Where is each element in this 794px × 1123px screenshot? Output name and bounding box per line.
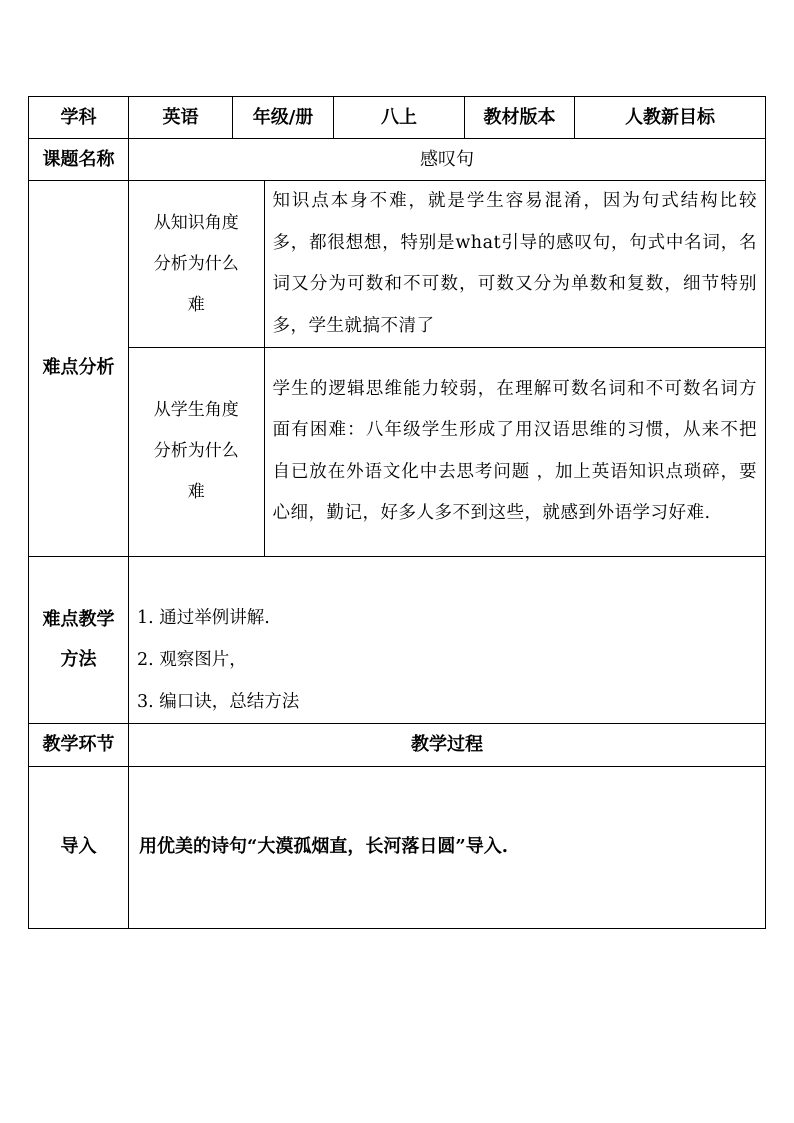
stage-header: 教学环节 xyxy=(29,723,129,766)
subject-label: 学科 xyxy=(29,97,129,139)
lesson-plan-table xyxy=(28,96,766,929)
student-angle-text: 学生的逻辑思维能力较弱，在理解可数名词和不可数名词方面有困难：八年级学生形成了用汉语思维的习惯，从来不把自已放在外语文化中去思考问题 ，加上英语知识点琐碎，要心细，勤记，好多人多不到这些，就感到外语学习好难. xyxy=(272,378,757,524)
intro-stage: 导入 xyxy=(29,766,129,928)
topic-value: 感叹句 xyxy=(129,139,766,181)
difficulty-analysis xyxy=(129,181,766,557)
difficulty-subtable xyxy=(129,181,765,556)
knowledge-angle-label xyxy=(129,181,264,348)
topic-row xyxy=(29,139,766,181)
student-label-line: 从学生角度 xyxy=(153,400,239,421)
student-label-line: 分析为什么 xyxy=(153,441,239,462)
knowledge-row xyxy=(129,181,765,348)
method-row xyxy=(29,556,766,723)
method-item: 2. 观察图片， xyxy=(137,649,247,670)
method-label-line: 难点教学 xyxy=(42,608,115,630)
difficulty-row xyxy=(29,181,766,557)
method-list xyxy=(129,556,766,723)
method-label xyxy=(29,556,129,723)
student-label-line: 难 xyxy=(187,482,205,503)
student-row xyxy=(129,348,765,556)
edition-value: 人教新目标 xyxy=(575,97,766,139)
knowledge-label-line: 从知识角度 xyxy=(153,212,239,233)
process-header: 教学过程 xyxy=(129,723,766,766)
subject-value: 英语 xyxy=(129,97,233,139)
lesson-plan-sheet xyxy=(28,96,765,929)
difficulty-label: 难点分析 xyxy=(29,181,129,557)
method-item: 3. 编口诀，总结方法 xyxy=(137,691,300,712)
grade-label: 年级/册 xyxy=(233,97,334,139)
edition-label: 教材版本 xyxy=(465,97,575,139)
knowledge-angle-text: 知识点本身不难，就是学生容易混淆，因为句式结构比较多，都很想想，特别是what引导的感叹句，句式中名词，名词又分为可数和不可数，可数又分为单数和复数，细节特别多，学生就搞不清了 xyxy=(264,181,765,348)
topic-label: 课题名称 xyxy=(29,139,129,181)
header-row xyxy=(29,97,766,139)
method-label-line: 方法 xyxy=(60,648,97,670)
knowledge-label-line: 难 xyxy=(187,294,205,315)
process-header-row xyxy=(29,723,766,766)
intro-row xyxy=(29,766,766,928)
grade-value: 八上 xyxy=(334,97,465,139)
intro-content: 用优美的诗句“大漠孤烟直，长河落日圆”导入. xyxy=(129,766,766,928)
student-angle-label xyxy=(129,348,264,556)
method-item: 1. 通过举例讲解. xyxy=(137,607,270,628)
knowledge-label-line: 分析为什么 xyxy=(153,253,239,274)
